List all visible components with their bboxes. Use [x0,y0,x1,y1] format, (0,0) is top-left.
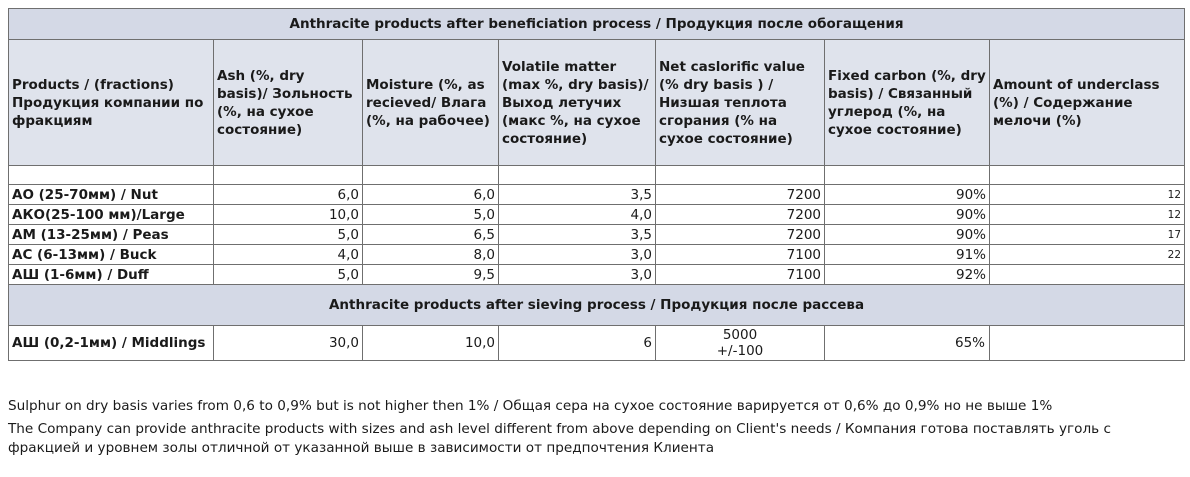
calorific-tolerance: +/-100 [716,343,764,359]
table-row [9,185,1185,205]
sulphur-note: Sulphur on dry basis varies from 0,6 to 0,9% but is not higher then 1% / Общая сера на сухое состояние варируется от 0,6% до 0,9% но не выше 1% [8,398,1053,414]
underclass-value: 12 [990,205,1185,225]
product-name: АШ (0,2-1мм) / Middlings [9,326,214,361]
moisture-value: 5,0 [363,205,499,225]
spacer-row [9,166,1185,185]
moisture-value: 10,0 [363,326,499,361]
table-title-row [9,9,1185,40]
table-row [9,205,1185,225]
calorific-value: 7200 [656,225,825,245]
header-underclass: Amount of underclass (%) / Содержание мелочи (%) [990,40,1185,166]
carbon-value: 90% [825,225,990,245]
moisture-value: 9,5 [363,265,499,285]
volatile-value: 3,5 [499,225,656,245]
header-carbon: Fixed carbon (%, dry basis) / Связанный углерод (%, на сухое состояние) [825,40,990,166]
carbon-value: 90% [825,205,990,225]
volatile-value: 3,5 [499,185,656,205]
company-note: The Company can provide anthracite products with sizes and ash level different from above depending on Client's needs / Компания готова поставлять уголь с фракцией и уровнем золы отличной от указанной выше в зависимости от предпочтения Клиента [8,421,1111,456]
header-row [9,40,1185,166]
underclass-value: 17 [990,225,1185,245]
product-name: АКО(25-100 мм)/Large [9,205,214,225]
underclass-value: 22 [990,245,1185,265]
calorific-value: 7100 [656,245,825,265]
table-row [9,265,1185,285]
ash-value: 5,0 [214,225,363,245]
carbon-value: 92% [825,265,990,285]
ash-value: 4,0 [214,245,363,265]
underclass-value [990,265,1185,285]
ash-value: 10,0 [214,205,363,225]
carbon-value: 91% [825,245,990,265]
ash-value: 30,0 [214,326,363,361]
calorific-value [656,326,825,361]
product-name: АС (6-13мм) / Buck [9,245,214,265]
section-title: Anthracite products after sieving process / Продукция после рассева [9,285,1185,326]
table-row [9,225,1185,245]
header-volatile: Volatile matter (max %, dry basis)/ Выход летучих (макс %, на сухое состояние) [499,40,656,166]
calorific-value: 7200 [656,205,825,225]
moisture-value: 8,0 [363,245,499,265]
volatile-value: 4,0 [499,205,656,225]
moisture-value: 6,5 [363,225,499,245]
header-products: Products / (fractions) Продукция компании по фракциям [9,40,214,166]
carbon-value: 90% [825,185,990,205]
section-title-row [9,285,1185,326]
volatile-value: 3,0 [499,265,656,285]
moisture-value: 6,0 [363,185,499,205]
header-ash: Ash (%, dry basis)/ Зольность (%, на сухое состояние) [214,40,363,166]
notes [8,397,1184,462]
product-name: АО (25-70мм) / Nut [9,185,214,205]
underclass-value: 12 [990,185,1185,205]
header-calorific: Net caslorific value (% dry basis ) / Низшая теплота сгорания (% на сухое состояние) [656,40,825,166]
middlings-row [9,326,1185,361]
header-moisture: Moisture (%, as recieved/ Влага (%, на рабочее) [363,40,499,166]
underclass-value [990,326,1185,361]
carbon-value: 65% [825,326,990,361]
volatile-value: 3,0 [499,245,656,265]
volatile-value: 6 [499,326,656,361]
ash-value: 5,0 [214,265,363,285]
table-title: Anthracite products after beneficiation process / Продукция после обогащения [9,9,1185,40]
ash-value: 6,0 [214,185,363,205]
product-name: АМ (13-25мм) / Peas [9,225,214,245]
calorific-value: 7100 [656,265,825,285]
table-row [9,245,1185,265]
product-name: АШ (1-6мм) / Duff [9,265,214,285]
calorific-line: 5000 [722,327,758,343]
calorific-value: 7200 [656,185,825,205]
product-spec-table [8,8,1185,361]
